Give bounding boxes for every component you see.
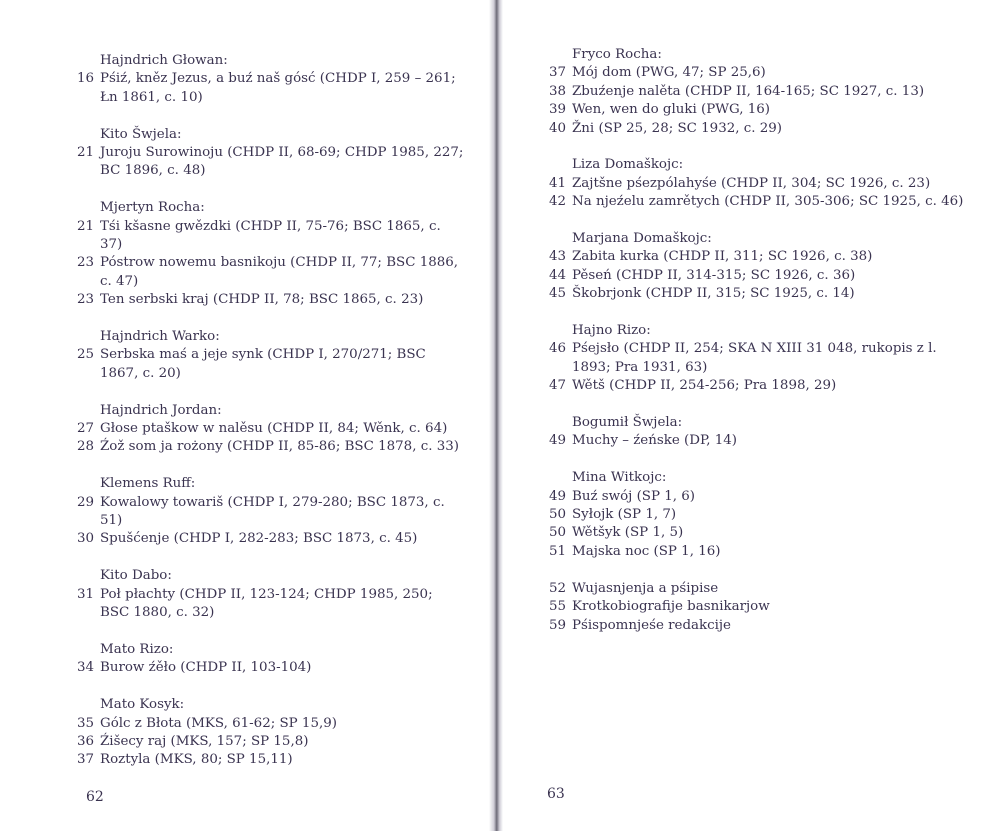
toc-entry: [64, 144, 464, 181]
toc-entry: [64, 438, 464, 456]
entry-title: Muchy – źeńske (DP, 14): [572, 433, 738, 449]
entry-title: Roztyla (MKS, 80; SP 15,11): [100, 752, 293, 768]
toc-entry: [64, 218, 464, 255]
entry-page-number: 55: [548, 599, 566, 615]
entry-title: Syłojk (SP 1, 7): [572, 507, 677, 523]
toc-group: [536, 156, 966, 211]
toc-entry: [536, 506, 966, 524]
entry-page-number: 59: [548, 617, 566, 633]
page-number: 63: [547, 786, 565, 802]
author-name: Marjana Domaškojc:: [572, 231, 712, 247]
entry-page-number: 45: [548, 286, 566, 302]
entry-page-number: 29: [76, 494, 94, 510]
toc-entry: [536, 488, 966, 506]
toc-entry: [536, 193, 966, 211]
toc-entry: [64, 751, 464, 769]
entry-title: Na njeźelu zamrětych (CHDP II, 305-306; SC 1925, c. 46): [572, 194, 964, 210]
toc-group: [536, 414, 966, 451]
toc-group: [64, 696, 464, 770]
entry-page-number: 43: [548, 249, 566, 265]
entry-title: Žni (SP 25, 28; SC 1932, c. 29): [572, 120, 783, 136]
entry-page-number: 44: [548, 267, 566, 283]
entry-page-number: 30: [76, 531, 94, 547]
toc-entry: [536, 267, 966, 285]
entry-page-number: 35: [76, 715, 94, 731]
toc-entry: [536, 101, 966, 119]
toc-entry: [536, 524, 966, 542]
toc-entry: [64, 420, 464, 438]
author-name: Mina Witkojc:: [572, 470, 667, 486]
toc-entry: [64, 715, 464, 733]
entry-page-number: 50: [548, 525, 566, 541]
right-page: [499, 0, 1000, 831]
toc-group: [536, 230, 966, 304]
entry-page-number: 50: [548, 507, 566, 523]
entry-title: Majska noc (SP 1, 16): [572, 543, 721, 559]
right-toc: [536, 46, 966, 653]
entry-title: Gólc z Błota (MKS, 61-62; SP 15,9): [100, 715, 337, 731]
toc-entry: [64, 530, 464, 548]
entry-page-number: 37: [548, 65, 566, 81]
author-name: Bogumił Šwjela:: [572, 415, 683, 431]
entry-title: Źož som ja rożony (CHDP II, 85-86; BSC 1878, c. 33): [100, 439, 459, 455]
toc-group: [64, 328, 464, 383]
entry-page-number: 49: [548, 433, 566, 449]
entry-page-number: 23: [76, 292, 94, 308]
entry-page-number: 21: [76, 145, 94, 161]
toc-group: [64, 52, 464, 107]
entry-page-number: 31: [76, 586, 94, 602]
entry-page-number: 25: [76, 347, 94, 363]
entry-page-number: 46: [548, 341, 566, 357]
entry-page-number: 38: [548, 83, 566, 99]
toc-entry: [536, 580, 966, 598]
entry-title: Spušćenje (CHDP I, 282-283; BSC 1873, c. 45): [100, 531, 418, 547]
toc-entry: [536, 340, 966, 377]
entry-title: Wětšyk (SP 1, 5): [572, 525, 684, 541]
entry-title: Škobrjonk (CHDP II, 315; SC 1925, c. 14): [572, 286, 855, 302]
entry-page-number: 47: [548, 378, 566, 394]
author-name: Mjertyn Rocha:: [100, 200, 205, 216]
toc-entry: [64, 254, 464, 291]
author-name: Liza Domaškojc:: [572, 157, 684, 173]
toc-entry: [64, 494, 464, 531]
left-page: [0, 0, 493, 831]
entry-title: Kowalowy towariš (CHDP I, 279-280; BSC 1873, c. 51): [100, 494, 445, 529]
entry-page-number: 42: [548, 194, 566, 210]
toc-group: [64, 567, 464, 622]
left-toc: [64, 52, 464, 788]
toc-group: [64, 641, 464, 678]
toc-entry: [536, 285, 966, 303]
toc-entry: [64, 659, 464, 677]
toc-group: [536, 580, 966, 635]
entry-title: Zbuźenje nalěta (CHDP II, 164-165; SC 1927, c. 13): [572, 83, 925, 99]
entry-page-number: 34: [76, 660, 94, 676]
toc-entry: [64, 291, 464, 309]
author-name: Hajno Rizo:: [572, 323, 651, 339]
entry-title: Wětš (CHDP II, 254-256; Pra 1898, 29): [572, 378, 837, 394]
entry-title: Krotkobiografije basnikarjow: [572, 599, 770, 615]
toc-group: [536, 469, 966, 561]
entry-page-number: 28: [76, 439, 94, 455]
author-name: Mato Kosyk:: [100, 697, 185, 713]
entry-page-number: 41: [548, 175, 566, 191]
toc-entry: [64, 733, 464, 751]
toc-group: [64, 475, 464, 549]
entry-page-number: 27: [76, 421, 94, 437]
toc-entry: [536, 248, 966, 266]
author-name: Mato Rizo:: [100, 641, 174, 657]
author-name: Hajndrich Głowan:: [100, 53, 228, 68]
entry-title: Pśispomnjeśe redakcije: [572, 617, 731, 633]
toc-entry: [536, 120, 966, 138]
entry-title: Pśiź, kněz Jezus, a buź naš gósć (CHDP I, 259 – 261; Łn 1861, c. 10): [100, 71, 456, 105]
entry-title: Głose ptaškow w nalěsu (CHDP II, 84; Wěnk, c. 64): [100, 421, 448, 437]
entry-title: Juroju Surowinoju (CHDP II, 68-69; CHDP 1985, 227; BC 1896, c. 48): [100, 145, 464, 179]
toc-entry: [536, 617, 966, 635]
book-gutter: [489, 0, 503, 831]
entry-title: Burow źěło (CHDP II, 103-104): [100, 660, 312, 676]
entry-title: Tśi kšasne gwězdki (CHDP II, 75-76; BSC 1865, c. 37): [100, 218, 441, 253]
author-name: Kito Dabo:: [100, 568, 172, 584]
entry-title: Wujasnjenja a pśipise: [572, 580, 719, 596]
page-number: 62: [86, 789, 104, 805]
author-name: Hajndrich Jordan:: [100, 402, 222, 418]
entry-title: Ten serbski kraj (CHDP II, 78; BSC 1865, c. 23): [100, 292, 424, 308]
toc-entry: [536, 432, 966, 450]
entry-title: Zabita kurka (CHDP II, 311; SC 1926, c. 38): [572, 249, 873, 265]
toc-group: [64, 402, 464, 457]
entry-title: Poł płachty (CHDP II, 123-124; CHDP 1985, 250; BSC 1880, c. 32): [100, 586, 433, 621]
entry-title: Póstrow nowemu basnikoju (CHDP II, 77; BSC 1886, c. 47): [100, 255, 459, 289]
toc-group: [64, 126, 464, 181]
toc-entry: [536, 598, 966, 616]
toc-entry: [536, 377, 966, 395]
toc-entry: [64, 346, 464, 383]
author-name: Hajndrich Warko:: [100, 329, 220, 345]
toc-group: [536, 46, 966, 138]
toc-entry: [64, 586, 464, 623]
entry-page-number: 39: [548, 102, 566, 118]
entry-title: Zajtšne pśezpólahyśe (CHDP II, 304; SC 1926, c. 23): [572, 175, 931, 191]
entry-title: Pśejsło (CHDP II, 254; SKA N XIII 31 048, rukopis z l. 1893; Pra 1931, 63): [572, 341, 937, 375]
toc-entry: [536, 175, 966, 193]
author-name: Kito Šwjela:: [100, 126, 182, 142]
author-name: Klemens Ruff:: [100, 476, 196, 492]
toc-entry: [536, 64, 966, 82]
entry-page-number: 37: [76, 752, 94, 768]
toc-group: [64, 199, 464, 309]
toc-entry: [536, 83, 966, 101]
entry-page-number: 51: [548, 543, 566, 559]
toc-entry: [536, 543, 966, 561]
toc-group: [536, 322, 966, 396]
entry-title: Źišecy raj (MKS, 157; SP 15,8): [100, 733, 309, 749]
entry-title: Buź swój (SP 1, 6): [572, 488, 696, 504]
toc-entry: [64, 70, 464, 107]
author-name: Fryco Rocha:: [572, 47, 662, 62]
entry-title: Serbska maś a jeje synk (CHDP I, 270/271; BSC 1867, c. 20): [100, 347, 426, 381]
entry-page-number: 36: [76, 733, 94, 749]
entry-page-number: 49: [548, 488, 566, 504]
entry-page-number: 23: [76, 255, 94, 271]
entry-title: Pěseń (CHDP II, 314-315; SC 1926, c. 36): [572, 267, 856, 283]
entry-page-number: 16: [76, 71, 94, 87]
entry-title: Mój dom (PWG, 47; SP 25,6): [572, 65, 766, 81]
entry-page-number: 52: [548, 580, 566, 596]
entry-title: Wen, wen do gluki (PWG, 16): [572, 102, 771, 118]
entry-page-number: 21: [76, 218, 94, 234]
entry-page-number: 40: [548, 120, 566, 136]
